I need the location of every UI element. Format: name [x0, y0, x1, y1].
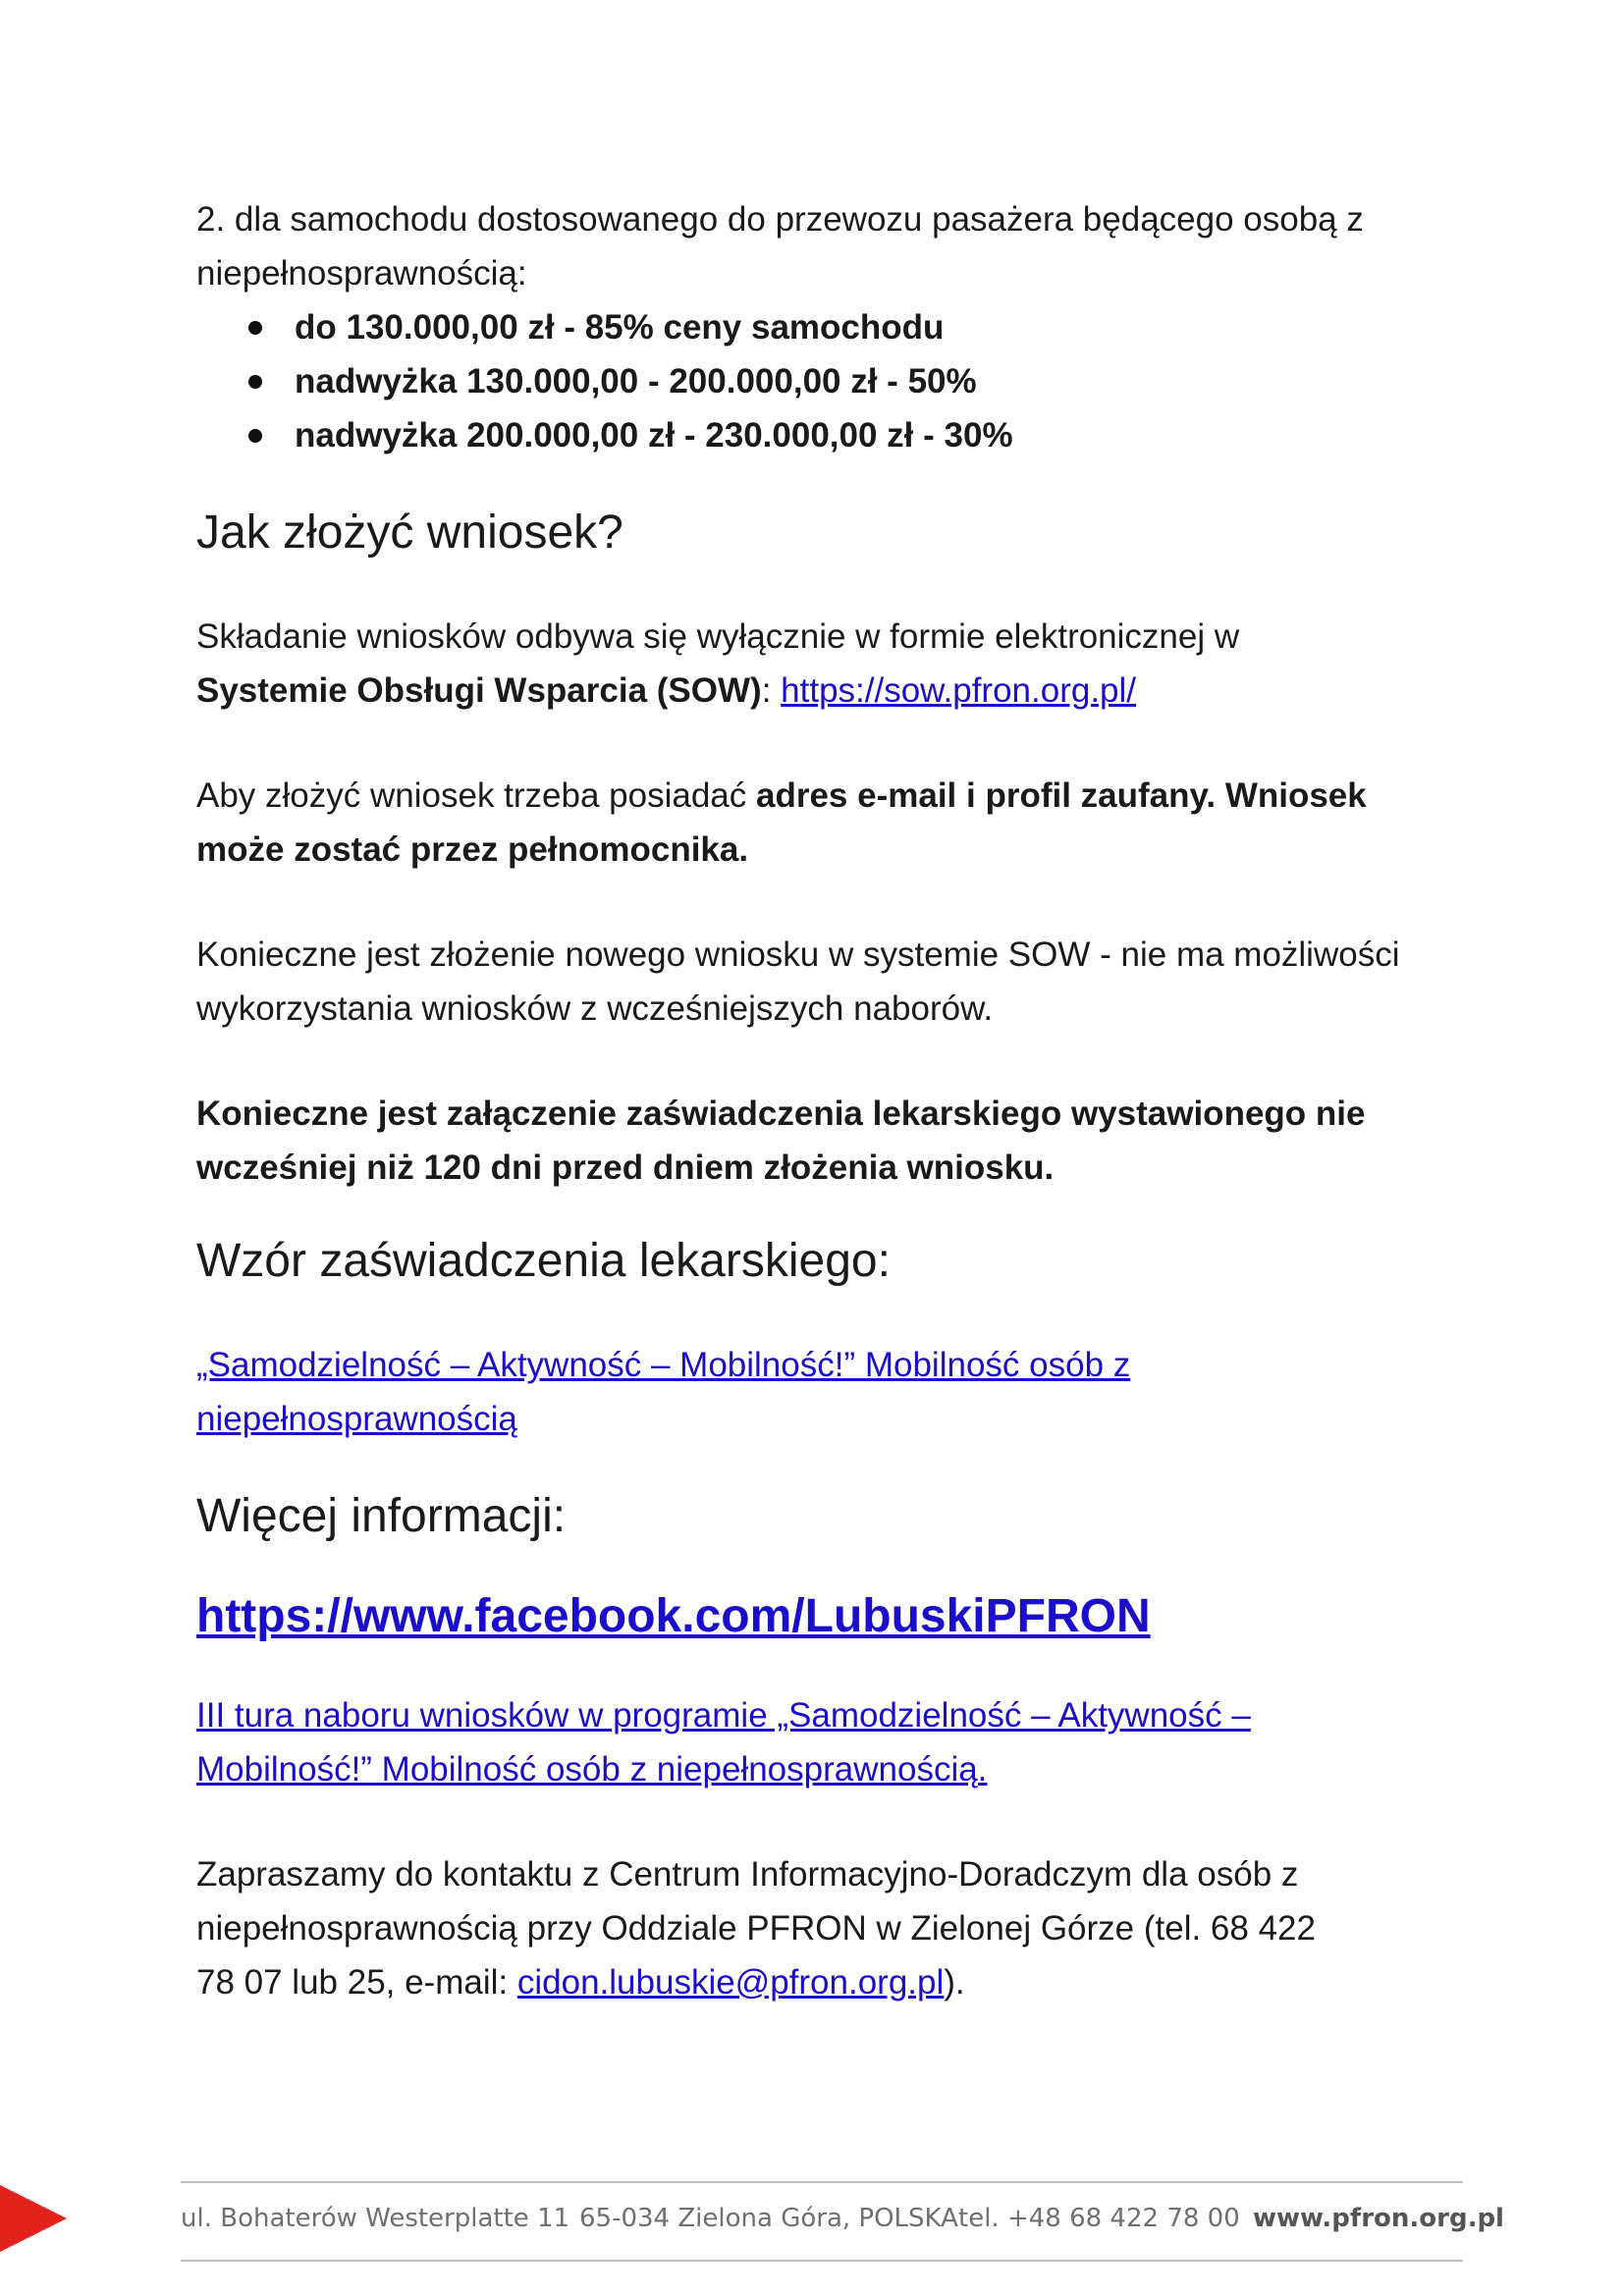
footer-address: ul. Bohaterów Westerplatte 11 [181, 2204, 570, 2233]
contact-text: Zapraszamy do kontaktu z Centrum Informacyjno-Doradczym dla osób z niepełnosprawnością przy Oddziale PFRON w Zielonej Górze (tel. 68 422 78 07 lub 25, e-mail: [196, 1855, 1316, 2002]
rate-list [196, 300, 1463, 462]
rate-text: nadwyżka 130.000,00 - 200.000,00 zł - 50% [295, 362, 977, 400]
how-to-apply-paragraph-3: Konieczne jest złożenie nowego wniosku w systemie SOW - nie ma możliwości wykorzystania wniosków z wcześniejszych naborów. [196, 935, 1400, 1028]
brand-arrow-icon [0, 2185, 67, 2252]
footer-divider-bottom [181, 2260, 1463, 2262]
rate-text: do 130.000,00 zł - 85% ceny samochodu [295, 308, 945, 347]
facebook-link[interactable]: https://www.facebook.com/LubuskiPFRON [196, 1590, 1151, 1642]
section-intro: 2. dla samochodu dostosowanego do przewozu pasażera będącego osobą z niepełnosprawnością: [196, 200, 1364, 293]
how-to-apply-heading: Jak złożyć wniosek? [196, 507, 623, 559]
footer-city: 65-034 Zielona Góra, POLSKA [579, 2204, 958, 2233]
footer-website[interactable]: www.pfron.org.pl [1253, 2204, 1504, 2233]
bullet-icon [248, 429, 262, 443]
list-item [295, 354, 1463, 408]
bullet-icon [248, 375, 262, 389]
certificate-heading: Wzór zaświadczenia lekarskiego: [196, 1235, 891, 1287]
footer-divider-top [181, 2181, 1463, 2183]
document-content [196, 192, 1463, 2009]
paragraph-text: Aby złożyć wniosek trzeba posiadać [196, 776, 756, 815]
list-item [295, 300, 1463, 354]
facebook-link-paragraph [196, 1587, 1463, 1647]
certificate-link-paragraph [196, 1338, 1178, 1446]
bullet-icon [248, 321, 262, 335]
sow-link[interactable]: https://sow.pfron.org.pl/ [781, 671, 1137, 710]
rate-text: nadwyżka 200.000,00 zł - 230.000,00 zł - 30% [295, 416, 1013, 454]
how-to-apply-paragraph-4: Konieczne jest załączenie zaświadczenia lekarskiego wystawionego nie wcześniej niż 120 dni przed dniem złożenia wniosku. [196, 1095, 1366, 1187]
paragraph-text: Składanie wniosków odbywa się wyłącznie w formie elektronicznej w [196, 617, 1240, 656]
list-item [295, 408, 1463, 462]
program-link-paragraph [196, 1688, 1316, 1796]
paragraph-text: : [761, 671, 782, 710]
contact-email-link[interactable]: cidon.lubuskie@pfron.org.pl [516, 1963, 945, 2002]
certificate-template-link[interactable]: „Samodzielność – Aktywność – Mobilność!” Mobilność osób z niepełnosprawnością [196, 1346, 1131, 1438]
how-to-apply-paragraph-1 [196, 610, 1276, 718]
more-info-heading: Więcej informacji: [196, 1490, 567, 1542]
how-to-apply-paragraph-2 [196, 769, 1375, 877]
contact-paragraph [196, 1847, 1316, 2009]
contact-close: ). [944, 1963, 965, 2002]
footer-phone: tel. +48 68 422 78 00 [958, 2204, 1240, 2233]
requirements-text: adres e-mail i profil zaufany. Wniosek może zostać przez pełnomocnika. [196, 776, 1367, 869]
sow-system-name: Systemie Obsługi Wsparcia (SOW) [196, 671, 762, 710]
program-link[interactable]: III tura naboru wniosków w programie „Samodzielność – Aktywność – Mobilność!” Mobilność osób z niepełnosprawnością. [196, 1696, 1251, 1789]
